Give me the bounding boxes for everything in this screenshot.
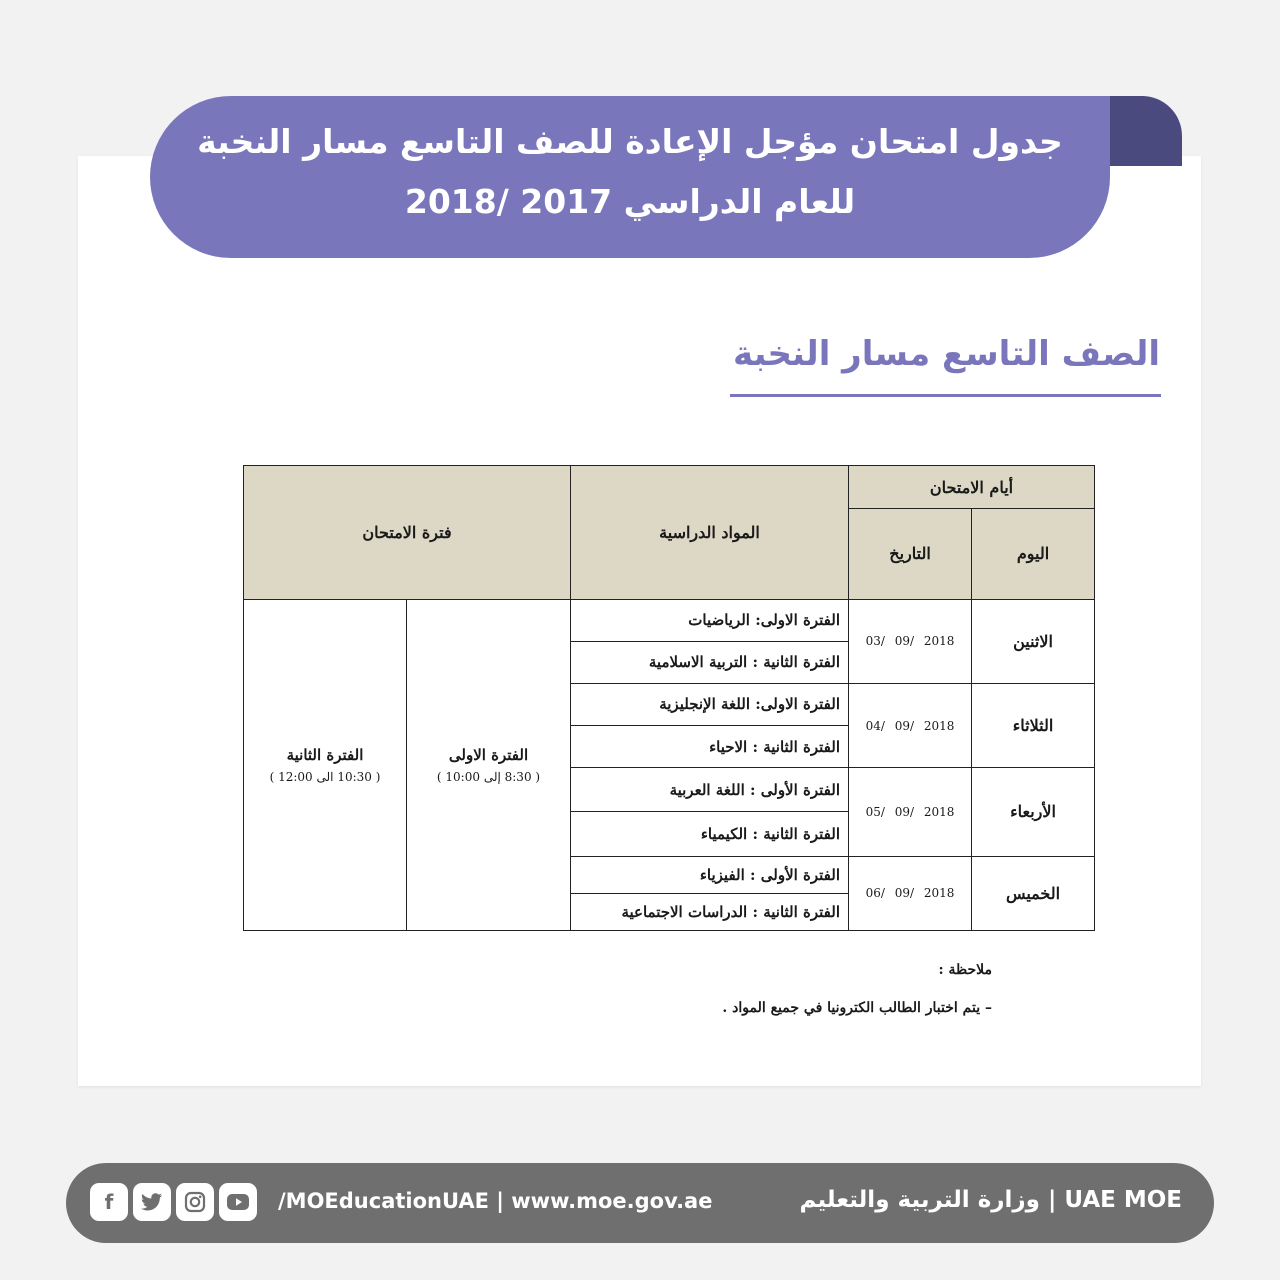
subject-cell: الفترة الاولى: اللغة الإنجليزية [571, 683, 849, 725]
note-title: ملاحظة : [938, 962, 992, 978]
section-title: الصف التاسع مسار النخبة [733, 334, 1160, 374]
banner-title: جدول امتحان مؤجل الإعادة للصف التاسع مسار النخبة [197, 122, 1063, 161]
date-cell: 04/ 09/ 2018 [849, 683, 972, 767]
period-second-time: ( 10:30 الى 12:00 ) [269, 769, 381, 784]
date-cell: 06/ 09/ 2018 [849, 856, 972, 930]
section-divider [730, 394, 1161, 397]
day-cell: الثلاثاء [972, 683, 1095, 767]
date-cell: 03/ 09/ 2018 [849, 599, 972, 683]
subject-cell: الفترة الأولى : اللغة العربية [571, 768, 849, 812]
day-cell: الاثنين [972, 599, 1095, 683]
period-second-cell [244, 599, 407, 930]
table-header-row [244, 466, 1095, 509]
title-banner [150, 96, 1110, 258]
subject-cell: الفترة الاولى: الرياضيات [571, 599, 849, 641]
period-first-time: ( 8:30 إلى 10:00 ) [436, 769, 541, 784]
table-row [244, 599, 1095, 641]
day-cell: الخميس [972, 856, 1095, 930]
footer-ministry: وزارة التربية والتعليم | UAE MOE [799, 1187, 1182, 1213]
period-first-cell [407, 599, 571, 930]
header-exam-days: أيام الامتحان [849, 466, 1095, 509]
subject-cell: الفترة الثانية : الكيمياء [571, 812, 849, 856]
banner-subtitle: للعام الدراسي 2017 /2018 [404, 182, 856, 221]
period-first-title: الفترة الاولى [448, 745, 529, 764]
subject-cell: الفترة الثانية : الدراسات الاجتماعية [571, 893, 849, 930]
youtube-icon[interactable] [219, 1183, 257, 1221]
date-cell: 05/ 09/ 2018 [849, 768, 972, 856]
facebook-icon[interactable]: f [90, 1183, 128, 1221]
period-second-title: الفترة الثانية [286, 745, 364, 764]
note-item: – يتم اختبار الطالب الكترونيا في جميع المواد . [722, 1000, 992, 1016]
header-date: التاريخ [849, 509, 972, 599]
header-exam-period: فترة الامتحان [244, 466, 571, 600]
header-day: اليوم [972, 509, 1095, 599]
subject-cell: الفترة الثانية : التربية الاسلامية [571, 641, 849, 683]
subject-cell: الفترة الثانية : الاحياء [571, 726, 849, 768]
header-subjects: المواد الدراسية [571, 466, 849, 600]
twitter-icon[interactable] [133, 1183, 171, 1221]
social-icons [90, 1183, 257, 1221]
footer-web-links[interactable]: /MOEducationUAE | www.moe.gov.ae [278, 1189, 713, 1213]
day-cell: الأربعاء [972, 768, 1095, 856]
banner-fold [1110, 96, 1182, 166]
exam-schedule-table [243, 465, 1095, 931]
footer-bar [66, 1163, 1214, 1243]
instagram-icon[interactable] [176, 1183, 214, 1221]
subject-cell: الفترة الأولى : الفيزياء [571, 856, 849, 893]
